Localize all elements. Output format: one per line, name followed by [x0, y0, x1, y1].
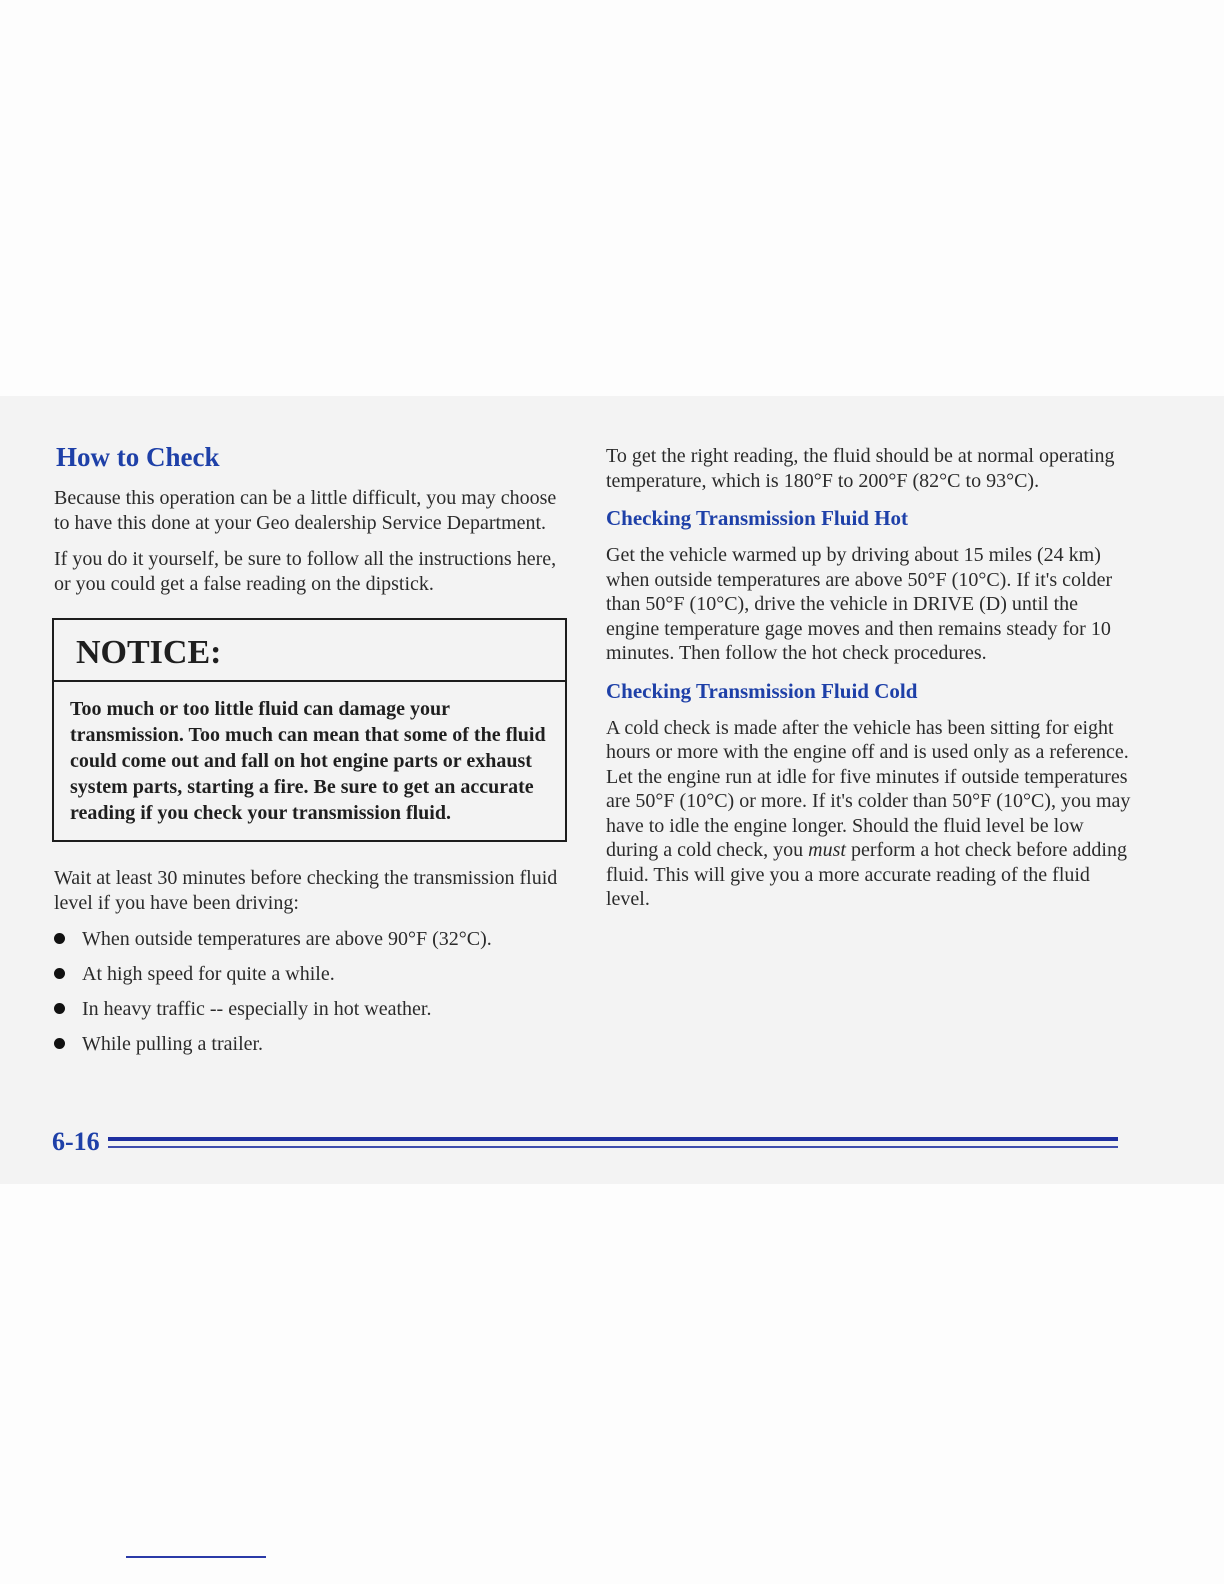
hot-check-paragraph: Get the vehicle warmed up by driving about 15 miles (24 km) when outside temperatures are above 50°F (10°C). If it's colder than 50°F (10°C), drive the vehicle in DRIVE (D) until the engine temperature gage moves and then remains steady for 10 minutes. Then follow the hot check procedures. — [606, 544, 1113, 664]
page-number: 6-16 — [52, 1127, 100, 1156]
cold-check-text-part: perform a hot check before adding fluid. This will give you a more accurate reading of the fluid level. — [606, 839, 1127, 910]
hot-check-heading: Checking Transmission Fluid Hot — [606, 506, 909, 530]
list-item-text: In heavy traffic -- especially in hot weather. — [82, 998, 432, 1020]
left-column — [52, 440, 572, 1067]
notice-body — [54, 682, 565, 840]
list-item-text: While pulling a trailer. — [82, 1033, 264, 1055]
list-item — [52, 927, 572, 951]
bullet-icon — [54, 1003, 65, 1014]
wait-paragraph: Wait at least 30 minutes before checking the transmission fluid level if you have been driving: — [54, 867, 558, 914]
bullet-icon — [54, 1038, 65, 1049]
list-item — [52, 1032, 572, 1056]
cold-check-paragraph — [606, 716, 1131, 912]
notice-box — [52, 618, 567, 842]
list-item — [52, 997, 572, 1021]
temperature-intro-paragraph: To get the right reading, the fluid should be at normal operating temperature, which is 180°F to 200°F (82°C to 93°C). — [606, 445, 1115, 492]
right-column — [606, 444, 1131, 924]
instructions-paragraph: If you do it yourself, be sure to follow all the instructions here, or you could get a false reading on the dipstick. — [54, 548, 557, 595]
list-item-text: At high speed for quite a while. — [82, 963, 335, 985]
notice-text: Too much or too little fluid can damage your transmission. Too much can mean that some of the fluid could come out and fall on hot engine parts or exhaust system parts, starting a fire. Be sure to get an accurate reading if you check your transmission fluid. — [70, 698, 546, 824]
list-item — [52, 962, 572, 986]
list-item-text: When outside temperatures are above 90°F (32°C). — [82, 928, 492, 950]
page-footer — [52, 1124, 1118, 1160]
bullet-icon — [54, 968, 65, 979]
cold-check-emphasis: must — [808, 839, 846, 861]
bullet-icon — [54, 933, 65, 944]
driving-conditions-list — [52, 927, 572, 1056]
intro-paragraph: Because this operation can be a little difficult, you may choose to have this done at your Geo dealership Service Department. — [54, 487, 557, 534]
bottom-edge-mark — [126, 1556, 266, 1558]
cold-check-heading: Checking Transmission Fluid Cold — [606, 678, 918, 703]
notice-header — [54, 620, 565, 682]
cold-check-text-part: A cold check is made after the vehicle has been sitting for eight hours or more with the engine off and is used only as a reference. Let the engine run at idle for five minutes if outside temperatures are 50°F (10°C) or more. If it's colder than 50°F (10°C), you may have to idle the engine longer. Should the fluid level be low during a cold check, you — [606, 716, 1131, 861]
footer-rule — [108, 1137, 1118, 1141]
footer-rule-thin — [108, 1146, 1118, 1148]
notice-title: NOTICE: — [76, 634, 222, 671]
section-title: How to Check — [56, 442, 220, 472]
